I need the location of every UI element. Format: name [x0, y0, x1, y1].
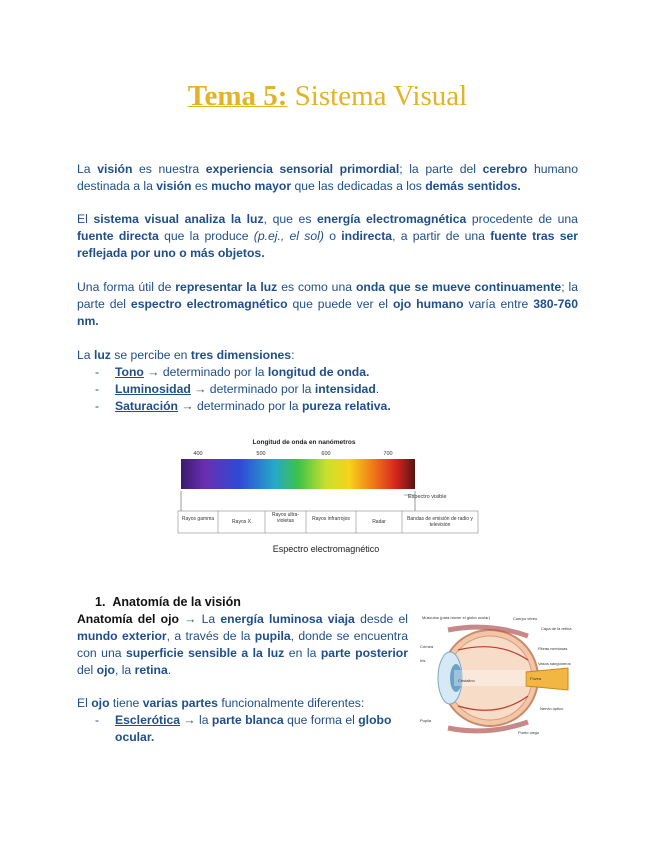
eye-label: Pupila: [420, 718, 432, 723]
eye-label: Iris: [420, 658, 426, 663]
visible-spectrum-bar: [181, 459, 415, 489]
list-item: - Luminosidad → determinado por la intensidad.: [95, 382, 380, 396]
eye-label: Músculos (para mover el globo ocular): [422, 615, 491, 620]
eye-label: Vasos sanguíneos: [538, 661, 571, 666]
page-title: [0, 80, 655, 113]
eye-label: Córnea: [420, 644, 434, 649]
band-label: Rayos X: [232, 519, 251, 525]
band-label: Bandas de emisión de radio y televisión: [407, 516, 473, 528]
eye-label: Fibras nerviosas: [538, 646, 568, 651]
title-number: Tema 5:: [187, 80, 288, 112]
paragraph-eye-parts: El ojo tiene varias partes funcionalmente diferentes:: [77, 696, 365, 710]
section-heading: 1. Anatomía de la visión: [95, 595, 241, 609]
list-item: - Saturación → determinado por la pureza relativa.: [95, 399, 391, 413]
spectrum-caption: Espectro electromagnético: [272, 544, 380, 554]
spectrum-figure: [176, 435, 481, 560]
tick-label: 500: [256, 451, 266, 457]
eye-anatomy-figure: [418, 610, 583, 748]
spectrum-title: Longitud de onda en nanómetros: [252, 439, 356, 446]
paragraph-anatomy: Anatomía del ojo → La energía luminosa viaja desde el mundo exterior, a través de la pupila, donde se encuentra con una superficie sensible a la luz en la parte posterior del ojo, la retina.: [77, 612, 409, 677]
band-label: Rayos gamma: [181, 516, 215, 522]
visible-spectrum-label: Espectro visible: [408, 494, 447, 500]
list-item: - Esclerótica → la parte blanca que forma el globo ocular.: [95, 713, 392, 744]
tick-label: 700: [383, 451, 393, 457]
eye-label: Fóvea: [530, 676, 542, 681]
tick-label: 400: [193, 451, 203, 457]
paragraph-visual-system: El sistema visual analiza la luz, que es energía electromagnética procedente de una fuente directa que la produce (p.ej., el sol) o indirecta, a partir de una fuente tras ser reflejada por uno o más objetos.: [77, 212, 578, 260]
band-label: Radar: [372, 519, 386, 525]
list-item: - Tono → determinado por la longitud de onda.: [95, 365, 370, 379]
eye-label: Cuerpo vítreo: [513, 616, 538, 621]
paragraph-vision: La visión es nuestra experiencia sensorial primordial; la parte del cerebro humano destinada a la visión es mucho mayor que las dedicadas a los demás sentidos.: [77, 162, 578, 193]
title-text: Sistema Visual: [294, 80, 468, 112]
eye-label: Nervio óptico: [540, 706, 564, 711]
tick-label: 600: [321, 451, 331, 457]
paragraph-light-wave: Una forma útil de representar la luz es como una onda que se mueve continuamente; la parte del espectro electromagnético que puede ver el ojo humano varía entre 380-760 nm.: [77, 280, 579, 328]
eye-parts-list: [95, 712, 408, 746]
paragraph-dimensions: La luz se percibe en tres dimensiones:: [77, 348, 295, 362]
eye-label: Punto ciego: [518, 730, 540, 735]
dimensions-list: [95, 364, 575, 415]
eye-label: Capa de la retina: [541, 626, 572, 631]
band-label: Rayos infrarrojos: [312, 516, 350, 522]
band-label: Rayos ultra-violetas: [272, 512, 299, 524]
eye-label: Cristalino: [458, 678, 475, 683]
